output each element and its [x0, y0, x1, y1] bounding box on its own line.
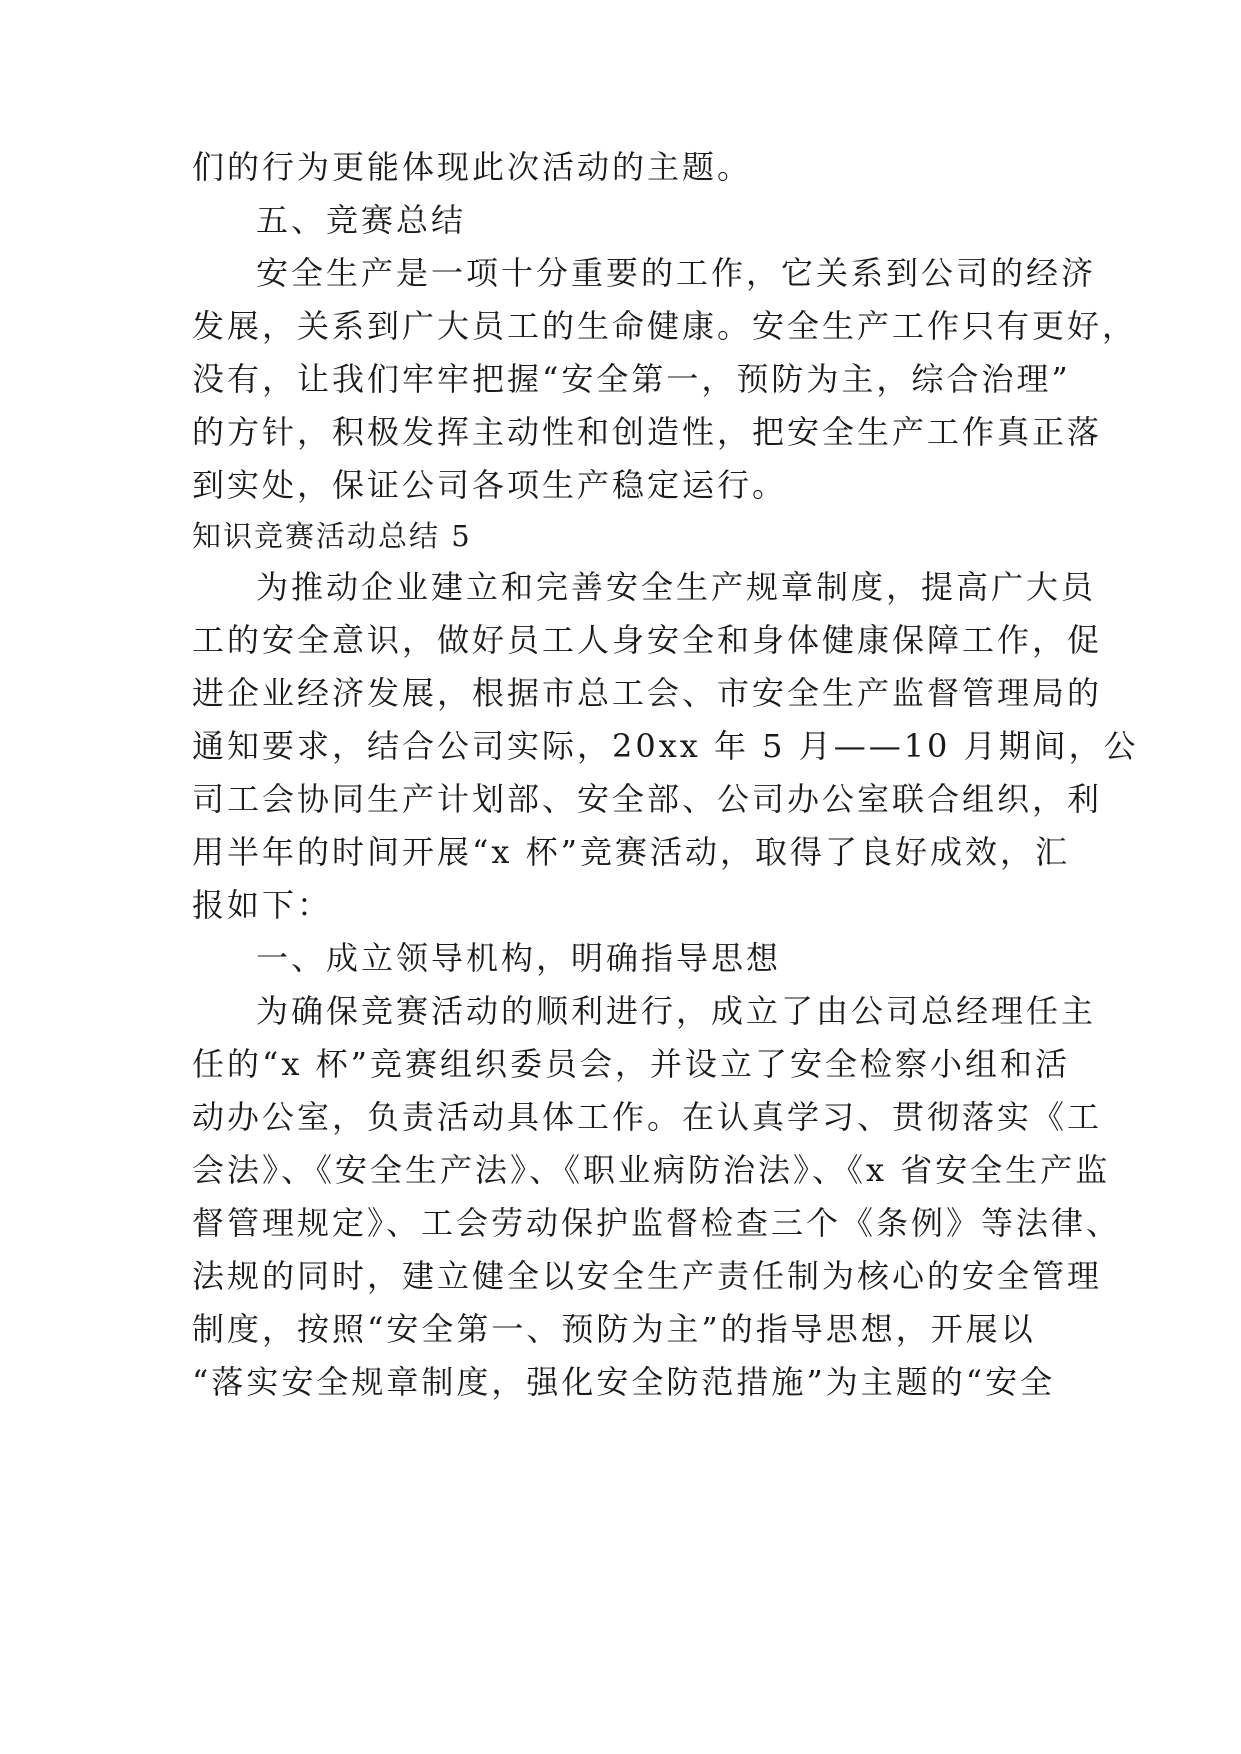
paragraph-line: 会法》、《安全生产法》、《职业病防治法》、《x 省安全生产监	[192, 1151, 1111, 1189]
paragraph-line: 到实处，保证公司各项生产稳定运行。	[192, 466, 788, 504]
paragraph-line: 们的行为更能体现此次活动的主题。	[192, 148, 753, 186]
paragraph-line: 没有，让我们牢牢把握“安全第一，预防为主，综合治理”	[192, 360, 1071, 398]
paragraph-line: 法规的同时，建立健全以安全生产责任制为核心的安全管理	[192, 1257, 1103, 1295]
paragraph-line: 司工会协同生产计划部、安全部、公司办公室联合组织，利	[192, 780, 1103, 818]
paragraph-line: 用半年的时间开展“x 杯”竞赛活动，取得了良好成效，汇	[192, 833, 1070, 871]
paragraph-line: 发展，关系到广大员工的生命健康。安全生产工作只有更好，	[192, 307, 1138, 345]
paragraph-line: 督管理规定》、工会劳动保护监督检查三个《条例》等法律、	[192, 1204, 1122, 1242]
paragraph-line: 工的安全意识，做好员工人身安全和身体健康保障工作，促	[192, 621, 1103, 659]
article-title: 知识竞赛活动总结 5	[192, 519, 472, 553]
paragraph-line: 任的“x 杯”竞赛组织委员会，并设立了安全检察小组和活	[192, 1045, 1070, 1083]
paragraph-line: 安全生产是一项十分重要的工作，它关系到公司的经济	[256, 254, 1097, 292]
paragraph-line: 进企业经济发展，根据市总工会、市安全生产监督管理局的	[192, 674, 1103, 712]
paragraph-line: 动办公室，负责活动具体工作。在认真学习、贯彻落实《工	[192, 1098, 1103, 1136]
section-heading: 五、竞赛总结	[256, 201, 467, 239]
paragraph-line: 为推动企业建立和完善安全生产规章制度，提高广大员	[256, 568, 1097, 606]
section-heading: 一、成立领导机构，明确指导思想	[256, 939, 782, 977]
paragraph-line: “落实安全规章制度，强化安全防范措施”为主题的“安全	[192, 1363, 1056, 1401]
paragraph-line: 通知要求，结合公司实际，20xx 年 5 月——10 月期间，公	[192, 727, 1139, 765]
paragraph-line: 为确保竞赛活动的顺利进行，成立了由公司总经理任主	[256, 992, 1097, 1030]
paragraph-line: 制度，按照“安全第一、预防为主”的指导思想，开展以	[192, 1310, 1036, 1348]
paragraph-line: 的方针，积极发挥主动性和创造性，把安全生产工作真正落	[192, 413, 1103, 451]
paragraph-line: 报如下：	[192, 886, 333, 924]
